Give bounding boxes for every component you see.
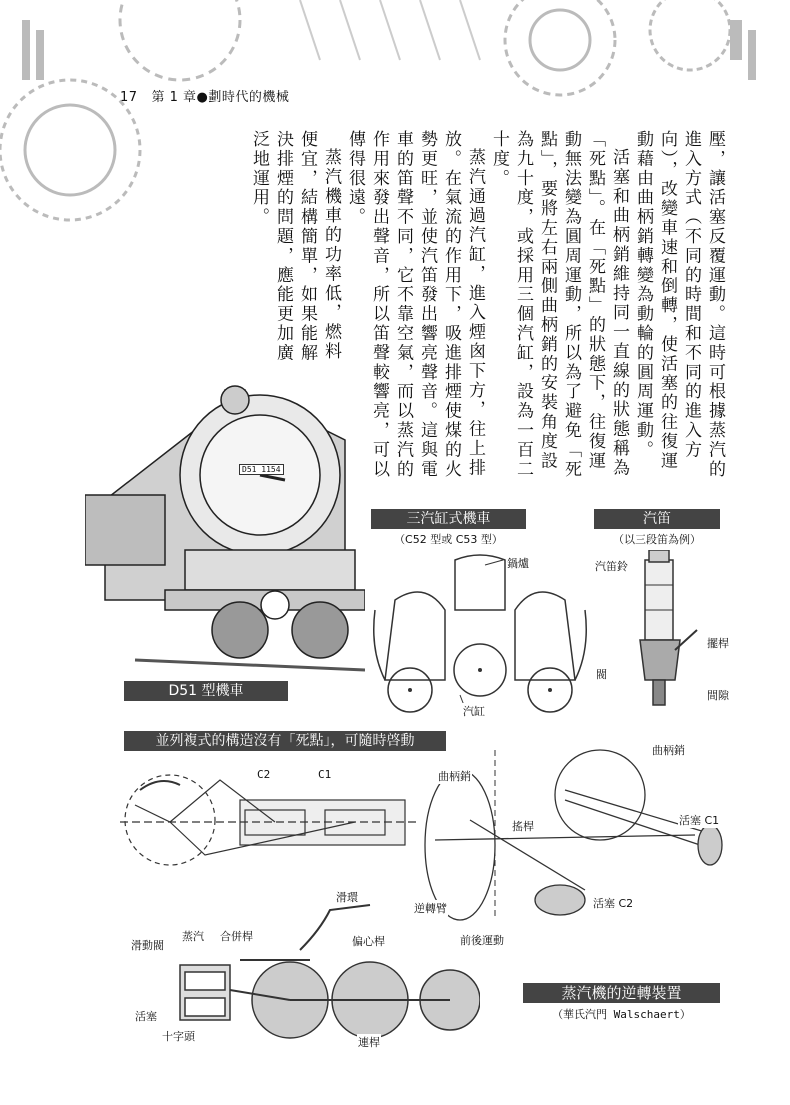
label-c2: C2 — [257, 768, 271, 781]
label-steam: 蒸汽 — [182, 930, 204, 943]
whistle-subtitle: （以三段笛為例） — [613, 533, 701, 546]
text-column: 點」，要將左右兩側曲柄銷的安裝角度設 — [537, 130, 557, 471]
text-column: 放。在氣流的作用下，吸進排煙使煤的火 — [441, 130, 461, 480]
text-column: 決排煙的問題，應能更加廣 — [273, 130, 293, 363]
three-cylinder-diagram — [365, 550, 595, 720]
label-cylinder: 汽缸 — [463, 705, 485, 718]
label-eccentric-rod: 偏心桿 — [352, 935, 385, 948]
locomotive-plate: D51 1154 — [239, 464, 284, 475]
text-column: 勢更旺，並使汽笛發出響亮聲音。這與電 — [417, 130, 437, 480]
three-cylinder-title: 三汽缸式機車 — [371, 509, 526, 529]
label-c1: C1 — [318, 768, 332, 781]
text-column: 便宜，結構簡單，如果能解 — [297, 130, 317, 363]
label-reverse-arm: 逆轉臂 — [414, 902, 447, 915]
chapter-title: 第 1 章●劃時代的機械 — [151, 90, 290, 105]
three-cylinder-subtitle: （C52 型或 C53 型） — [394, 533, 503, 546]
label-lever: 擺桿 — [707, 637, 729, 650]
locomotive-illustration — [85, 380, 365, 680]
label-whistle-bell: 汽笛鈴 — [595, 560, 628, 573]
label-gap: 間隙 — [707, 689, 729, 702]
label-piston: 活塞 — [135, 1010, 157, 1023]
label-combining-lever: 合併桿 — [220, 930, 253, 943]
text-column: 作用來發出聲音，所以笛聲較響亮，可以 — [369, 130, 389, 480]
text-column: 向），改變車速和倒轉，使活塞的往復運 — [657, 130, 677, 471]
parallel-title: 並列複式的構造沒有「死點」，可隨時啓動 — [124, 731, 446, 751]
whistle-title: 汽笛 — [594, 509, 720, 529]
label-valve: 閥 — [596, 668, 607, 681]
label-piston-c1: 活塞 C1 — [679, 814, 720, 827]
label-slide-valve: 滑動閥 — [131, 939, 164, 952]
label-piston-c2: 活塞 C2 — [593, 897, 634, 910]
label-crankpin-right: 曲柄銷 — [652, 744, 685, 757]
text-column: 泛地運用。 — [249, 130, 269, 227]
text-column: 動藉由曲柄銷轉變為動輪的圓周運動。 — [633, 130, 653, 460]
text-column: 活塞和曲柄銷維持同一直線的狀態稱為 — [609, 148, 629, 478]
reversing-subtitle: （華氏汽門 Walschaert） — [552, 1008, 691, 1021]
reversing-title: 蒸汽機的逆轉裝置 — [523, 983, 720, 1003]
whistle-diagram — [625, 550, 705, 710]
page-header — [120, 86, 289, 105]
label-rocker: 搖桿 — [512, 820, 534, 833]
label-crankpin-left: 曲柄銷 — [438, 770, 471, 783]
label-boiler: 鍋爐 — [507, 557, 529, 570]
text-column: 傳得很遠。 — [345, 130, 365, 227]
text-column: 動無法變為圓周運動，所以為了避免「死 — [561, 130, 581, 480]
text-column: 蒸汽通過汽缸，進入煙囪下方，往上排 — [465, 148, 485, 478]
label-link: 滑環 — [336, 891, 358, 904]
label-crosshead: 十字頭 — [162, 1030, 195, 1043]
text-column: 蒸汽機車的功率低，燃料 — [321, 148, 341, 362]
text-column: 車的笛聲不同，它不靠空氣，而以蒸汽的 — [393, 130, 413, 480]
text-column: 壓，讓活塞反覆運動。這時可根據蒸汽的 — [705, 130, 725, 480]
text-column: 為九十度，或採用三個汽缸，設為一百二 — [513, 130, 533, 480]
locomotive-caption: D51 型機車 — [124, 681, 288, 701]
text-column: 「死點」。在「死點」的狀態下，往復運 — [585, 130, 605, 471]
text-column: 十度。 — [489, 130, 509, 189]
page-number: 17 — [120, 90, 138, 105]
label-connecting-rod: 連桿 — [358, 1036, 380, 1049]
text-column: 進入方式（不同的時間和不同的進入方 — [681, 130, 701, 460]
label-forward-back: 前後運動 — [460, 934, 504, 947]
